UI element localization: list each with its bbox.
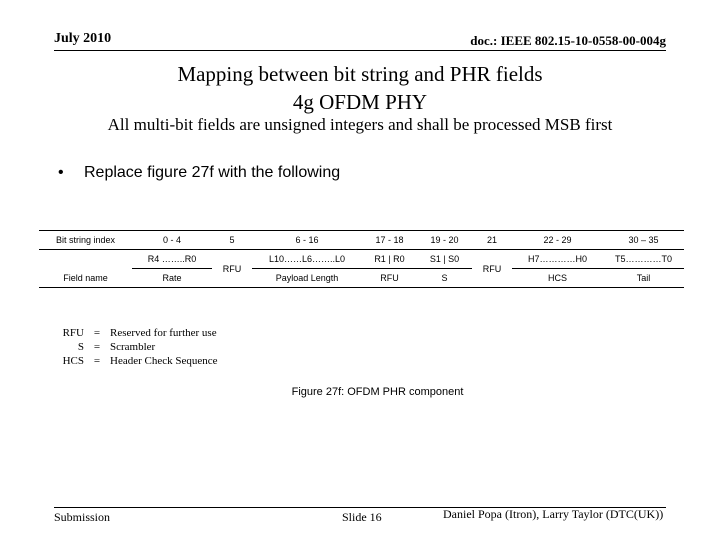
field-name-cell: RFU xyxy=(212,250,252,288)
legend-abbr: HCS xyxy=(62,355,84,367)
legend-abbr: S xyxy=(77,341,84,353)
phr-table xyxy=(39,230,684,288)
header-date: July 2010 xyxy=(54,31,112,46)
table-row xyxy=(39,269,684,288)
slide-subtitle: All multi-bit fields are unsigned integers and shall be processed MSB first xyxy=(107,115,613,134)
legend-meaning: Header Check Sequence xyxy=(110,355,218,367)
table-row xyxy=(39,231,684,250)
bit-name-cell: H7…………H0 xyxy=(512,250,603,269)
bit-index-cell: 6 - 16 xyxy=(252,231,362,250)
slide-title-line-1: Mapping between bit string and PHR fields xyxy=(177,62,543,86)
bit-index-cell: 30 – 35 xyxy=(603,231,684,250)
field-name-label: Field name xyxy=(39,269,132,288)
legend-row xyxy=(54,354,218,368)
bit-index-cell: 0 - 4 xyxy=(132,231,212,250)
legend-eq: = xyxy=(93,341,101,353)
footer-submission: Submission xyxy=(54,510,111,524)
legend-eq: = xyxy=(93,327,101,339)
bit-index-label: Bit string index xyxy=(39,231,132,250)
table-row xyxy=(39,250,684,269)
field-name-cell: RFU xyxy=(472,250,512,288)
figure-caption xyxy=(0,386,720,398)
bit-name-cell: S1 | S0 xyxy=(417,250,472,269)
field-name-cell: S xyxy=(417,269,472,288)
slide-title xyxy=(0,60,720,116)
bit-index-cell: 21 xyxy=(472,231,512,250)
bit-index-cell: 17 - 18 xyxy=(362,231,417,250)
field-name-cell: RFU xyxy=(362,269,417,288)
bit-name-cell: R1 | R0 xyxy=(362,250,417,269)
legend-row xyxy=(54,340,218,354)
bit-index-cell: 22 - 29 xyxy=(512,231,603,250)
field-name-cell: Payload Length xyxy=(252,269,362,288)
figure-caption-text: : OFDM PHR component xyxy=(341,386,464,398)
legend-abbr: RFU xyxy=(62,327,84,339)
field-name-cell: HCS xyxy=(512,269,603,288)
legend-meaning: Scrambler xyxy=(110,341,156,353)
header-doc-id: doc.: IEEE 802.15-10-0558-00-004g xyxy=(470,33,666,48)
bit-index-cell: 5 xyxy=(212,231,252,250)
bit-name-cell: R4 ……..R0 xyxy=(132,250,212,269)
field-name-cell: Rate xyxy=(132,269,212,288)
legend-eq: = xyxy=(93,355,101,367)
bit-name-cell: T5…………T0 xyxy=(603,250,684,269)
footer-authors: Daniel Popa (Itron), Larry Taylor (DTC(UK)) xyxy=(443,507,664,521)
legend-meaning: Reserved for further use xyxy=(110,327,217,339)
figure-caption-label: Figure 27f xyxy=(291,386,342,398)
legend-row xyxy=(54,326,218,340)
field-name-cell: Tail xyxy=(603,269,684,288)
bit-name-cell: L10……L6……..L0 xyxy=(252,250,362,269)
abbreviation-legend xyxy=(54,326,218,368)
footer-slide-number: Slide 16 xyxy=(342,510,382,524)
slide-title-line-2: 4g OFDM PHY xyxy=(292,90,428,114)
bullet-text: Replace figure 27f with the following xyxy=(84,164,341,181)
bullet-icon: • xyxy=(58,164,64,181)
bit-index-cell: 19 - 20 xyxy=(417,231,472,250)
header-divider xyxy=(54,50,666,51)
